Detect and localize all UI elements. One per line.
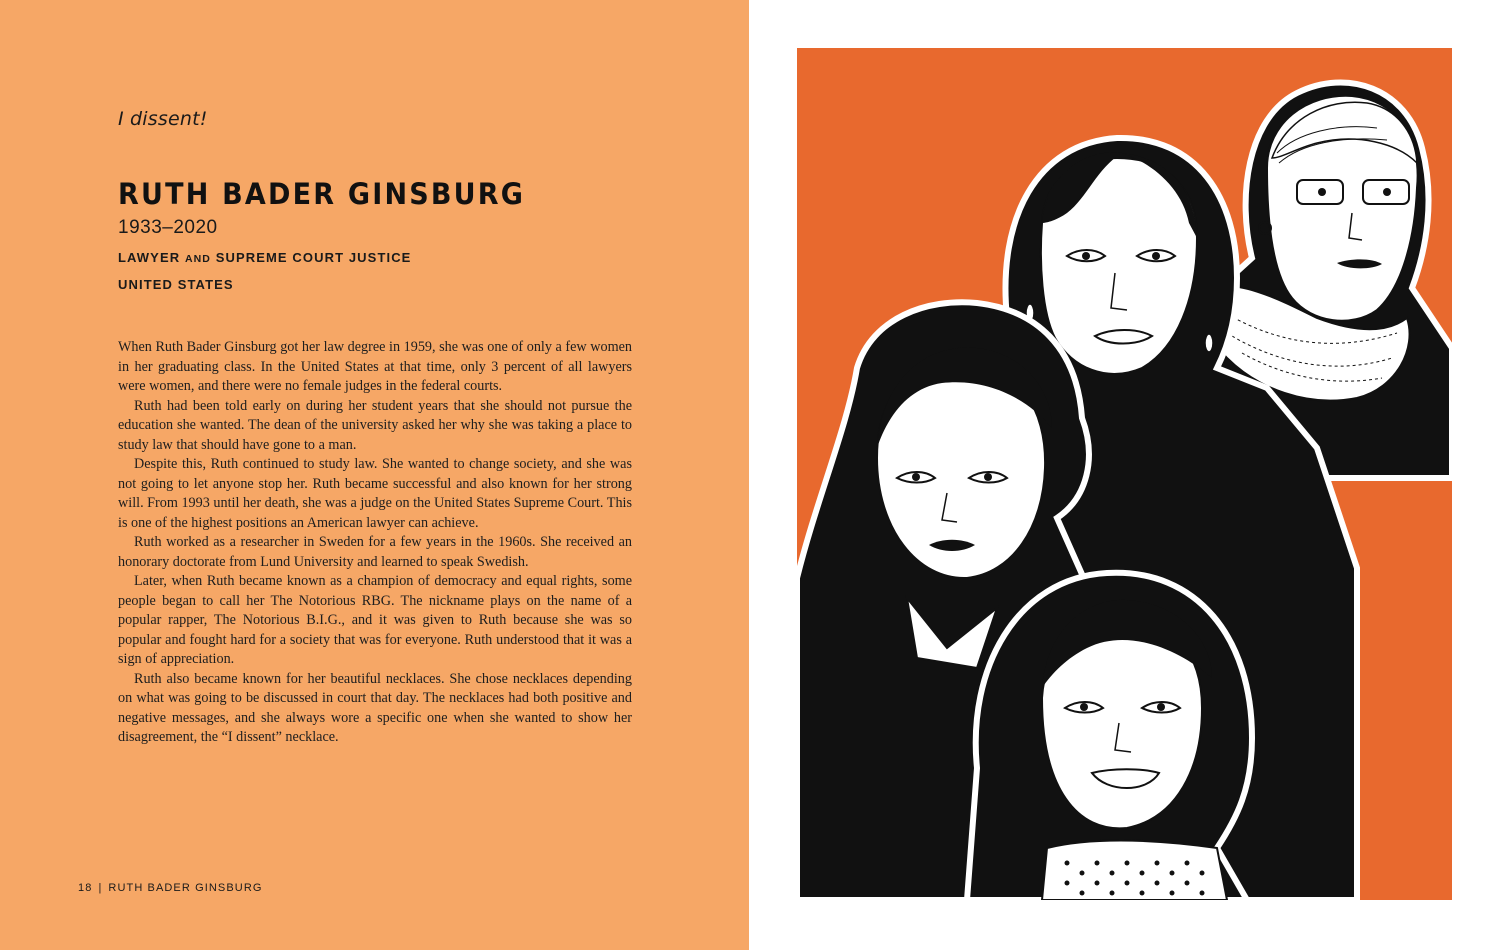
occupation-part-1: LAWYER <box>118 250 181 265</box>
quote-heading: I dissent! <box>118 108 208 130</box>
page-footer <box>78 882 263 894</box>
paragraph: Ruth worked as a researcher in Sweden for a few years in the 1960s. She received an honorary doctorate from Lund University and learned to speak Swedish. <box>118 534 632 570</box>
paragraph: Later, when Ruth became known as a champion of democracy and equal rights, some people began to call her The Notorious RBG. The nickname plays on the name of a popular rapper, The Notorious B.I.G., and it was given to Ruth because she was so popular and fought hard for a society that was for everyone. Ruth understood that it was a sign of appreciation. <box>118 573 632 667</box>
biography-text <box>118 338 632 748</box>
paragraph: Ruth had been told early on during her student years that she should not pursue the education she wanted. The dean of the university asked her why she was taking a place to study law that should have gone to a man. <box>118 397 632 453</box>
country: UNITED STATES <box>118 277 234 292</box>
right-page <box>749 0 1500 950</box>
paragraph: Despite this, Ruth continued to study law. She wanted to change society, and she was not going to let anyone stop her. Ruth became successful and also known for her strong will. From 1993 until her death, she was a judge on the United States Supreme Court. This is one of the highest positions an American lawyer can achieve. <box>118 456 632 531</box>
life-years: 1933–2020 <box>118 217 218 238</box>
running-title: RUTH BADER GINSBURG <box>108 882 263 894</box>
portrait-illustration <box>797 48 1452 900</box>
occupation-and: AND <box>184 253 211 265</box>
left-page <box>0 0 749 950</box>
occupation-part-2: SUPREME COURT JUSTICE <box>215 250 412 265</box>
person-name: RUTH BADER GINSBURG <box>118 178 526 212</box>
paragraph: Ruth also became known for her beautiful necklaces. She chose necklaces depending on what was going to be discussed in court that day. The necklaces had both positive and negative messages, and she always wore a specific one when she wanted to show her disagreement, the “I dissent” necklace. <box>118 670 632 745</box>
paragraph: When Ruth Bader Ginsburg got her law degree in 1959, she was one of only a few women in her graduating class. In the United States at that time, only 3 percent of all lawyers were women, and there were no female judges in the federal courts. <box>118 339 632 394</box>
occupation <box>118 250 411 265</box>
portrait-drawing <box>797 48 1452 900</box>
footer-separator: | <box>98 882 103 894</box>
page-number: 18 <box>78 882 93 894</box>
